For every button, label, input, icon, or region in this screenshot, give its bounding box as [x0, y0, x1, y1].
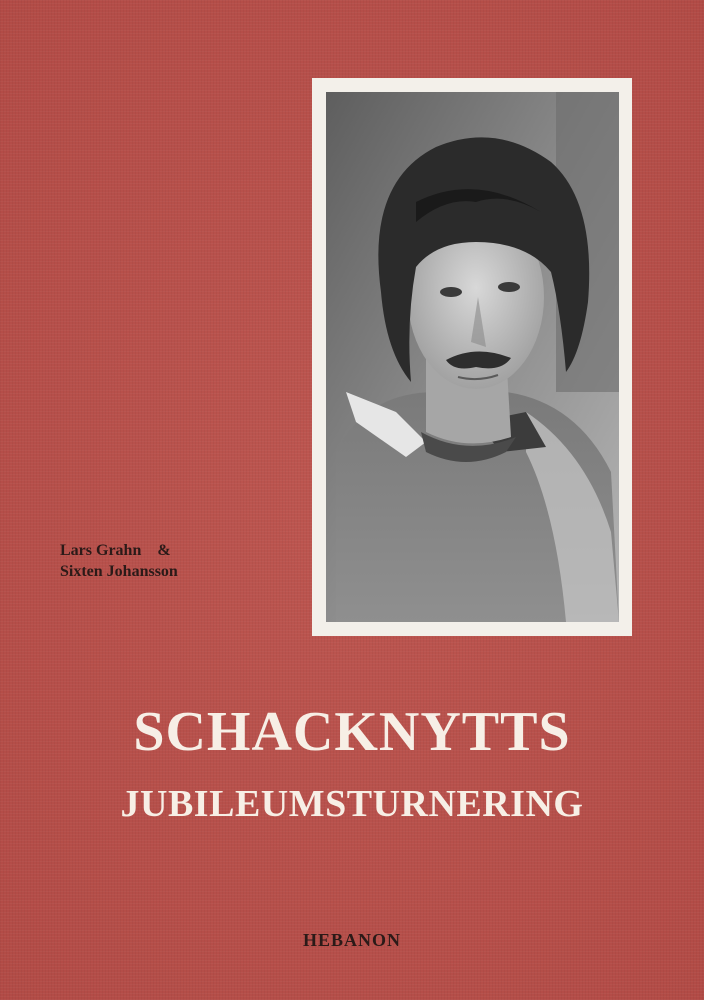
portrait-illustration [326, 92, 619, 622]
author-ampersand: & [157, 542, 171, 559]
portrait-photo [326, 92, 619, 622]
title-line-1: SCHACKNYTTS [133, 701, 571, 763]
author-name-1: Lars Grahn [60, 542, 142, 559]
author-name-2: Sixten Johansson [60, 563, 178, 580]
authors-block [60, 540, 178, 582]
title-line-2: JUBILEUMSTURNERING [120, 783, 584, 825]
publisher-name: HEBANON [302, 930, 401, 950]
portrait-photo-frame [312, 78, 632, 636]
author-line-1 [60, 540, 178, 561]
